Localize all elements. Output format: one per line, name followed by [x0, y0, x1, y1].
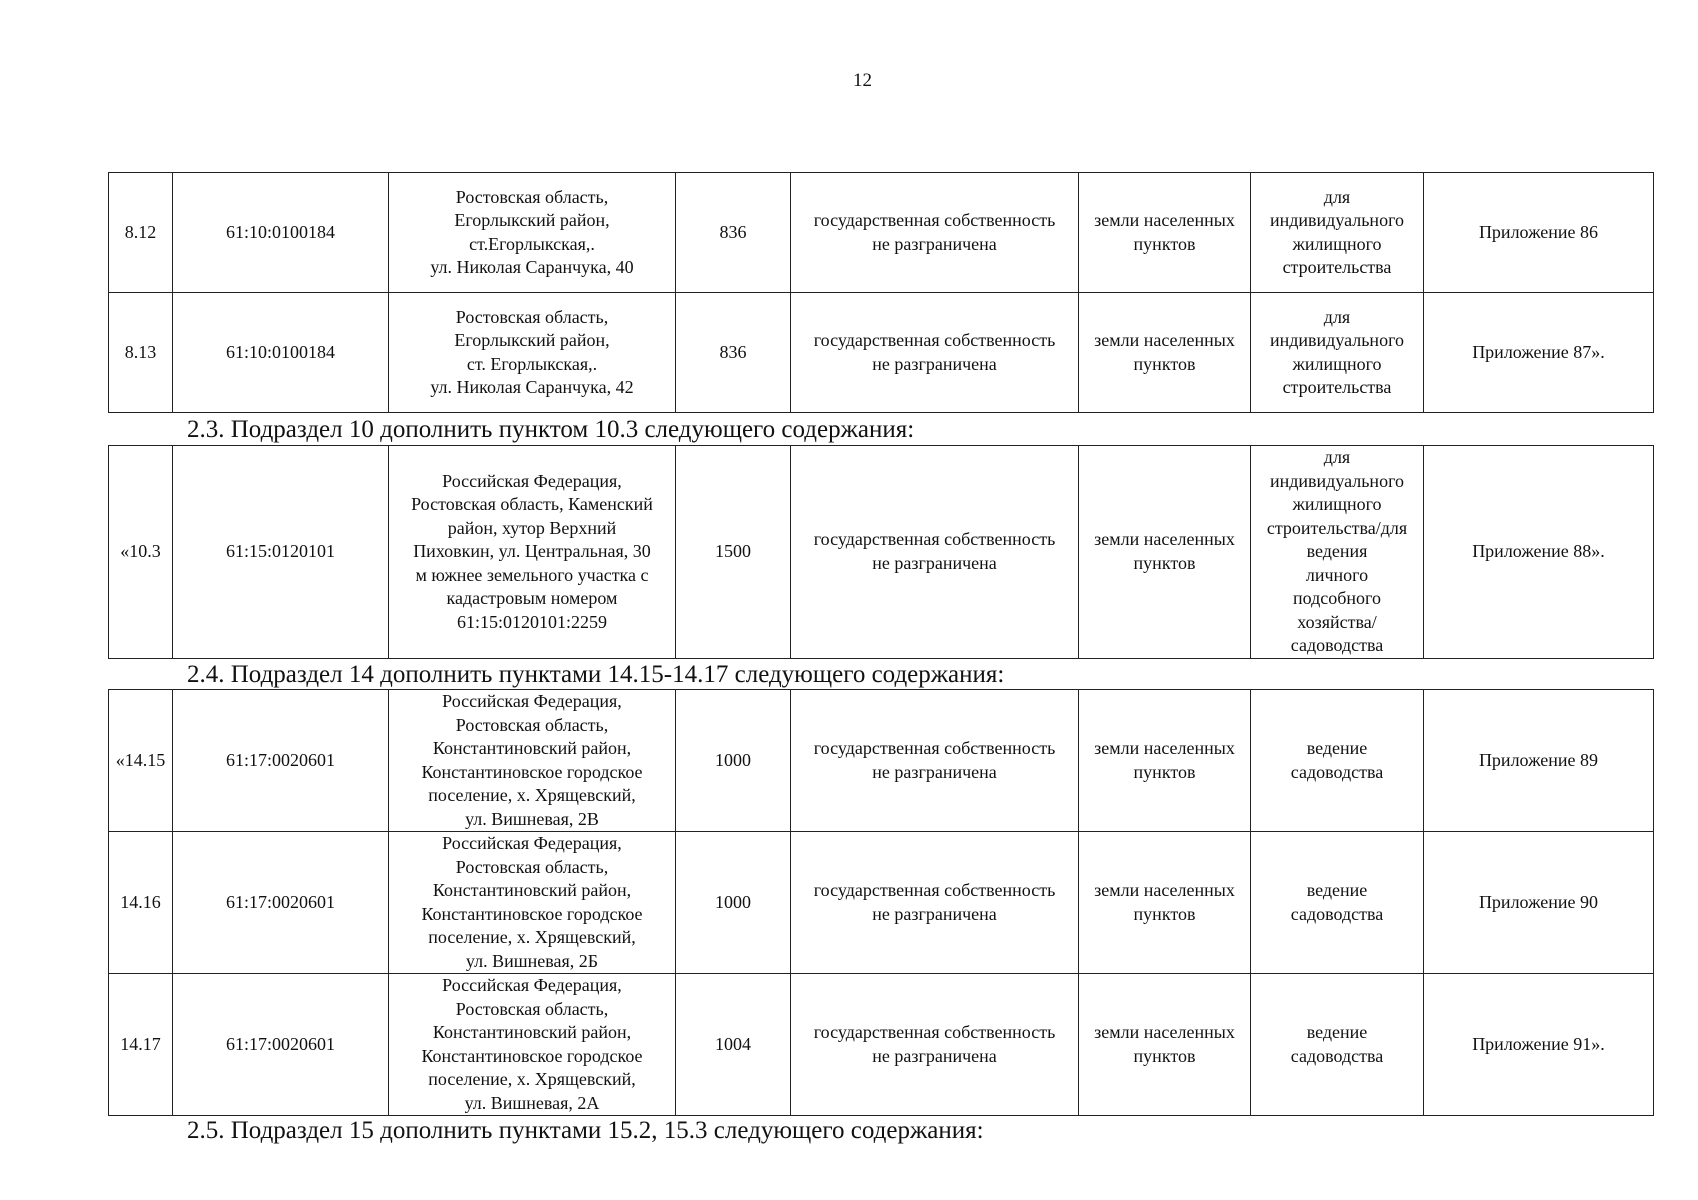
address-line: Константиновское городское [421, 903, 643, 924]
address-line: Российская Федерация, [442, 470, 622, 491]
use-line: хозяйства/ [1297, 611, 1377, 632]
parcel-table-subsection-8 [108, 172, 1654, 413]
ownership-line: государственная собственность [813, 880, 1056, 900]
cadastral-quarter: 61:15:0120101 [173, 446, 389, 659]
parcel-area: 1000 [676, 832, 791, 974]
use-line: личного [1305, 564, 1369, 585]
address-line: Ростовская область, [455, 998, 609, 1019]
use-line: строительства [1282, 377, 1392, 397]
category-line: земли населенных [1094, 738, 1235, 758]
ownership-form [791, 293, 1079, 413]
parcel-address [389, 173, 676, 293]
item-number: «14.15 [109, 690, 173, 832]
parcel-address [389, 446, 676, 659]
appendix-reference: Приложение 91». [1424, 974, 1654, 1116]
use-line: садоводства [1290, 903, 1384, 924]
ownership-line: государственная собственность [813, 529, 1056, 550]
address-line: Российская Федерация, [442, 833, 622, 853]
section-heading-2-3: 2.3. Подраздел 10 дополнить пунктом 10.3 следующего содержания: [187, 416, 915, 443]
ownership-line: государственная собственность [813, 1022, 1056, 1042]
table-row [109, 293, 1654, 413]
parcel-area: 1500 [676, 446, 791, 659]
ownership-line: не разграничена [872, 552, 997, 573]
address-line: Ростовская область, [455, 306, 609, 327]
item-number: 14.16 [109, 832, 173, 974]
parcel-table-subsection-10 [108, 445, 1654, 659]
address-line: поселение, х. Хрящевский, [428, 785, 636, 805]
permitted-use [1251, 974, 1424, 1116]
land-category [1079, 974, 1251, 1116]
parcel-table-subsection-14 [108, 689, 1654, 1116]
use-line: садоводства [1290, 761, 1384, 782]
parcel-address [389, 832, 676, 974]
use-line: для [1323, 306, 1351, 327]
section-heading-2-4: 2.4. Подраздел 14 дополнить пунктами 14.15-14.17 следующего содержания: [187, 661, 1005, 688]
cadastral-quarter: 61:17:0020601 [173, 832, 389, 974]
parcel-address [389, 690, 676, 832]
cadastral-quarter: 61:10:0100184 [173, 293, 389, 413]
category-line: пунктов [1133, 903, 1196, 924]
permitted-use [1251, 690, 1424, 832]
appendix-reference: Приложение 90 [1424, 832, 1654, 974]
ownership-line: не разграничена [872, 233, 997, 254]
ownership-form [791, 974, 1079, 1116]
section-heading-2-5: 2.5. Подраздел 15 дополнить пунктами 15.2, 15.3 следующего содержания: [187, 1117, 984, 1144]
category-line: земли населенных [1094, 330, 1235, 350]
permitted-use [1251, 293, 1424, 413]
address-line: поселение, х. Хрящевский, [428, 927, 636, 947]
address-line: Пиховкин, ул. Центральная, 30 [413, 541, 651, 561]
address-line: Егорлыкский район, [454, 330, 610, 350]
use-line: для [1323, 447, 1351, 467]
use-line: индивидуального [1269, 210, 1404, 230]
page-number: 12 [853, 70, 872, 91]
address-line: Константиновское городское [421, 761, 643, 782]
use-line: строительства [1282, 257, 1392, 277]
category-line: земли населенных [1094, 1022, 1235, 1042]
parcel-area: 1004 [676, 974, 791, 1116]
item-number: 8.13 [109, 293, 173, 413]
parcel-address [389, 974, 676, 1116]
address-line: ул. Вишневая, 2Б [465, 950, 599, 971]
use-line: ведение [1306, 1022, 1368, 1042]
address-line: Российская Федерация, [442, 975, 622, 995]
ownership-form [791, 173, 1079, 293]
appendix-reference: Приложение 86 [1424, 173, 1654, 293]
parcel-area: 836 [676, 293, 791, 413]
category-line: пунктов [1133, 552, 1196, 573]
item-number: 8.12 [109, 173, 173, 293]
address-line: Константиновское городское [421, 1045, 643, 1066]
land-category [1079, 173, 1251, 293]
address-line: Егорлыкский район, [454, 210, 610, 230]
address-line: Константиновский район, [432, 1022, 632, 1042]
category-line: земли населенных [1094, 880, 1235, 900]
permitted-use [1251, 173, 1424, 293]
ownership-form [791, 690, 1079, 832]
item-number: 14.17 [109, 974, 173, 1116]
use-line: жилищного [1292, 494, 1382, 514]
use-line: ведение [1306, 880, 1368, 900]
address-line: район, хутор Верхний [447, 517, 617, 538]
use-line: ведение [1306, 738, 1368, 758]
cadastral-quarter: 61:10:0100184 [173, 173, 389, 293]
address-line: ст.Егорлыкская,. [469, 233, 595, 254]
use-line: жилищного [1292, 353, 1382, 374]
appendix-reference: Приложение 87». [1424, 293, 1654, 413]
cadastral-quarter: 61:17:0020601 [173, 690, 389, 832]
ownership-line: не разграничена [872, 1045, 997, 1066]
ownership-line: государственная собственность [813, 738, 1056, 758]
address-line: 61:15:0120101:2259 [456, 611, 607, 632]
ownership-form [791, 832, 1079, 974]
permitted-use [1251, 832, 1424, 974]
use-line: индивидуального [1269, 330, 1404, 350]
ownership-line: не разграничена [872, 761, 997, 782]
address-line: Константиновский район, [432, 880, 632, 900]
category-line: пунктов [1133, 761, 1196, 782]
address-line: м южнее земельного участка с [415, 564, 649, 585]
address-line: кадастровым номером [446, 588, 618, 608]
ownership-line: государственная собственность [813, 330, 1056, 350]
use-line: подсобного [1293, 588, 1381, 608]
address-line: ул. Николая Саранчука, 42 [430, 377, 634, 397]
use-line: садоводства [1290, 635, 1384, 655]
address-line: ул. Николая Саранчука, 40 [430, 257, 634, 277]
address-line: Ростовская область, [455, 856, 609, 877]
category-line: земли населенных [1094, 210, 1235, 230]
use-line: строительства/для [1266, 517, 1408, 538]
use-line: для [1323, 186, 1351, 207]
use-line: индивидуального [1269, 470, 1404, 491]
parcel-area: 1000 [676, 690, 791, 832]
address-line: Российская Федерация, [442, 691, 622, 711]
address-line: Ростовская область, [455, 714, 609, 735]
cadastral-quarter: 61:17:0020601 [173, 974, 389, 1116]
address-line: Ростовская область, Каменский [411, 494, 653, 514]
use-line: садоводства [1290, 1045, 1384, 1066]
land-category [1079, 690, 1251, 832]
table-row [109, 446, 1654, 659]
appendix-reference: Приложение 88». [1424, 446, 1654, 659]
ownership-line: государственная собственность [813, 210, 1056, 230]
ownership-line: не разграничена [872, 903, 997, 924]
item-number: «10.3 [109, 446, 173, 659]
land-category [1079, 293, 1251, 413]
table-row [109, 974, 1654, 1116]
address-line: ул. Вишневая, 2В [465, 808, 599, 829]
table-row [109, 832, 1654, 974]
permitted-use [1251, 446, 1424, 659]
address-line: ст. Егорлыкская,. [466, 353, 598, 374]
address-line: Ростовская область, [455, 186, 609, 207]
category-line: пунктов [1133, 353, 1196, 374]
address-line: поселение, х. Хрящевский, [428, 1069, 636, 1089]
parcel-address [389, 293, 676, 413]
table-row [109, 173, 1654, 293]
ownership-line: не разграничена [872, 353, 997, 374]
address-line: ул. Вишневая, 2А [464, 1092, 600, 1113]
category-line: пунктов [1133, 233, 1196, 254]
table-row [109, 690, 1654, 832]
parcel-area: 836 [676, 173, 791, 293]
ownership-form [791, 446, 1079, 659]
use-line: жилищного [1292, 233, 1382, 254]
use-line: ведения [1306, 541, 1368, 561]
appendix-reference: Приложение 89 [1424, 690, 1654, 832]
land-category [1079, 832, 1251, 974]
land-category [1079, 446, 1251, 659]
category-line: земли населенных [1094, 529, 1235, 550]
address-line: Константиновский район, [432, 738, 632, 758]
category-line: пунктов [1133, 1045, 1196, 1066]
